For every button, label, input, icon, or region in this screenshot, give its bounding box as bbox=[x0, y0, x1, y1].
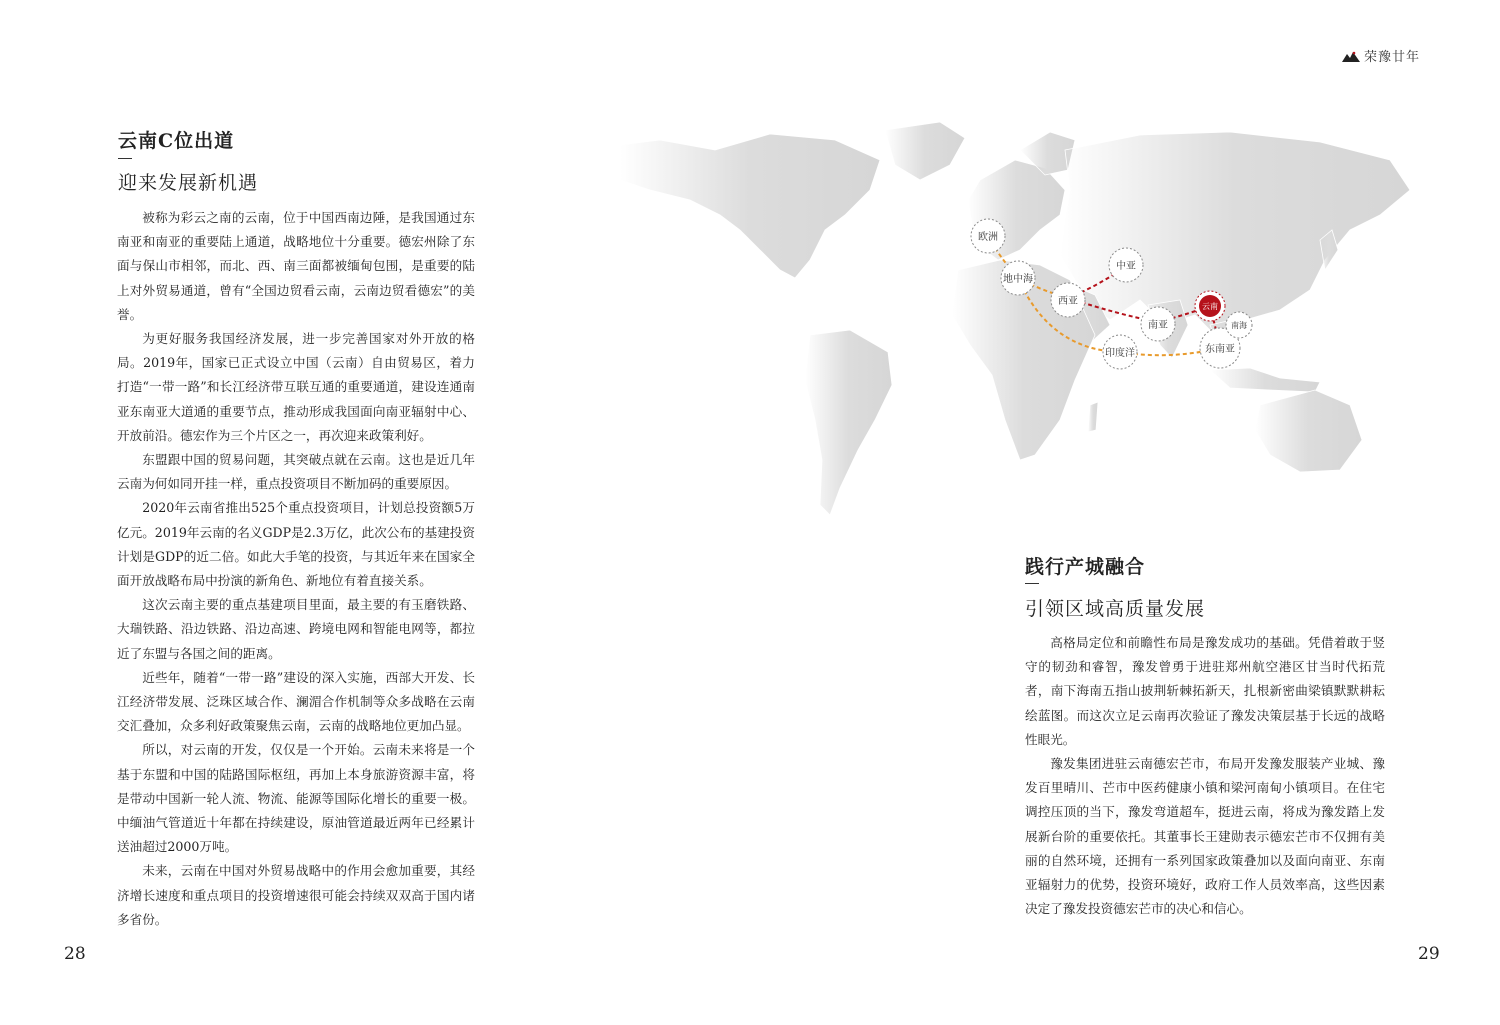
left-paragraph: 东盟跟中国的贸易问题，其突破点就在云南。这也是近几年云南为何如同开挂一样，重点投资项目不断加码的重要原因。 bbox=[117, 452, 475, 492]
left-paragraph: 未来，云南在中国对外贸易战略中的作用会愈加重要，其经济增长速度和重点项目的投资增速很可能会持续双双高于国内诸多省份。 bbox=[117, 863, 475, 927]
right-paragraph: 高格局定位和前瞻性布局是豫发成功的基础。凭借着敢于竖守的韧劲和睿智，豫发曾勇于进驻郑州航空港区甘当时代拓荒者，南下海南五指山披荆斩棘拓新天，扎根新密曲梁镇默默耕耘绘蓝图。而这次立足云南再次验证了豫发决策层基于长远的战略性眼光。 bbox=[1025, 635, 1385, 747]
left-body-text bbox=[117, 206, 475, 932]
map-node-indian-ocean bbox=[1103, 335, 1137, 369]
right-title-rule bbox=[1025, 583, 1039, 584]
north-america-land bbox=[620, 134, 880, 278]
map-node-europe bbox=[971, 219, 1005, 253]
asia-land bbox=[1060, 132, 1410, 340]
map-node-yunnan bbox=[1195, 291, 1225, 321]
left-paragraph: 为更好服务我国经济发展，进一步完善国家对外开放的格局。2019年，国家已正式设立中国（云南）自由贸易区，着力打造“一带一路”和长江经济带互联互通的重要通道，建设连通南亚东南亚大道通的重要节点，推动形成我国面向南亚辐射中心、开放前沿。德宏作为三个片区之一，再次迎来政策利好。 bbox=[117, 331, 475, 443]
left-section-subtitle: 迎来发展新机遇 bbox=[118, 172, 259, 194]
node-label-west-asia: 西亚 bbox=[1058, 296, 1078, 307]
node-label-south-asia: 南亚 bbox=[1148, 320, 1168, 331]
left-page-number: 28 bbox=[64, 944, 86, 964]
left-paragraph: 近些年，随着“一带一路”建设的深入实施，西部大开发、长江经济带发展、泛珠区域合作、澜湄合作机制等众多战略在云南交汇叠加，众多利好政策聚焦云南，云南的战略地位更加凸显。 bbox=[117, 669, 475, 734]
node-label-southeast-asia: 东南亚 bbox=[1205, 344, 1235, 355]
brand-name: 荣豫廿年 bbox=[1363, 50, 1420, 65]
left-paragraph: 2020年云南省推出525个重点投资项目，计划总投资额5万亿元。2019年云南的名义GDP是2.3万亿，此次公布的基建投资计划是GDP的近二倍。如此大手笔的投资，与其近年来在国家全面开放战略布局中扮演的新角色、新地位有着直接关系。 bbox=[117, 500, 475, 589]
world-map bbox=[620, 120, 1430, 520]
map-node-south-asia bbox=[1141, 307, 1175, 341]
left-section-title: 云南C位出道 bbox=[118, 130, 235, 152]
brand-logo bbox=[1342, 46, 1420, 65]
node-label-indian-ocean: 印度洋 bbox=[1105, 348, 1135, 359]
node-label-yunnan: 云南 bbox=[1202, 302, 1218, 311]
node-label-mediterranean: 地中海 bbox=[1003, 274, 1033, 285]
right-section-subtitle: 引领区域高质量发展 bbox=[1025, 598, 1206, 620]
indonesia-land bbox=[1210, 368, 1320, 392]
right-paragraph: 豫发集团进驻云南德宏芒市，布局开发豫发服装产业城、豫发百里晴川、芒市中医药健康小镇和梁河南甸小镇项目。在住宅调控压顶的当下，豫发弯道超车，挺进云南，将成为豫发踏上发展新台阶的重要依托。其董事长王建勋表示德宏芒市不仅拥有美丽的自然环境，还拥有一系列国家政策叠加以及面向南亚、东南亚辐射力的优势，投资环境好，政府工作人员效率高，这些因素决定了豫发投资德宏芒市的决心和信心。 bbox=[1025, 756, 1385, 917]
mountain-logo-icon bbox=[1342, 50, 1360, 62]
map-node-west-asia bbox=[1051, 283, 1085, 317]
madagascar-land bbox=[1088, 402, 1098, 432]
node-label-central-asia: 中亚 bbox=[1116, 261, 1136, 272]
right-page-number: 29 bbox=[1418, 944, 1440, 964]
australia-land bbox=[1255, 390, 1362, 472]
landmass bbox=[620, 122, 1410, 515]
left-paragraph: 被称为彩云之南的云南，位于中国西南边陲，是我国通过东南亚和南亚的重要陆上通道，战略地位十分重要。德宏州除了东面与保山市相邻，而北、西、南三面都被缅甸包围，是重要的陆上对外贸易通道，曾有“全国边贸看云南，云南边贸看德宏”的美誉。 bbox=[117, 210, 475, 322]
map-node-mediterranean bbox=[1001, 261, 1035, 295]
south-america-land bbox=[805, 330, 892, 515]
right-section-title: 践行产城融合 bbox=[1025, 556, 1146, 578]
greenland-land bbox=[885, 122, 965, 180]
node-label-europe: 欧洲 bbox=[978, 232, 998, 243]
map-node-south-china-sea bbox=[1226, 312, 1252, 338]
left-title-rule bbox=[118, 158, 132, 159]
left-paragraph: 所以，对云南的开发，仅仅是一个开始。云南未来将是一个基于东盟和中国的陆路国际枢纽，再加上本身旅游资源丰富，将是带动中国新一轮人流、物流、能源等国际化增长的重要一极。中缅油气管道近十年都在持续建设，原油管道最近两年已经累计送油超过2000万吨。 bbox=[117, 742, 475, 855]
node-label-south-china-sea: 南海 bbox=[1231, 321, 1247, 330]
right-body-text bbox=[1025, 631, 1385, 921]
map-node-central-asia bbox=[1109, 248, 1143, 282]
left-paragraph: 这次云南主要的重点基建项目里面，最主要的有玉磨铁路、大瑞铁路、沿边铁路、沿边高速、跨境电网和智能电网等，都拉近了东盟与各国之间的距离。 bbox=[117, 597, 475, 661]
